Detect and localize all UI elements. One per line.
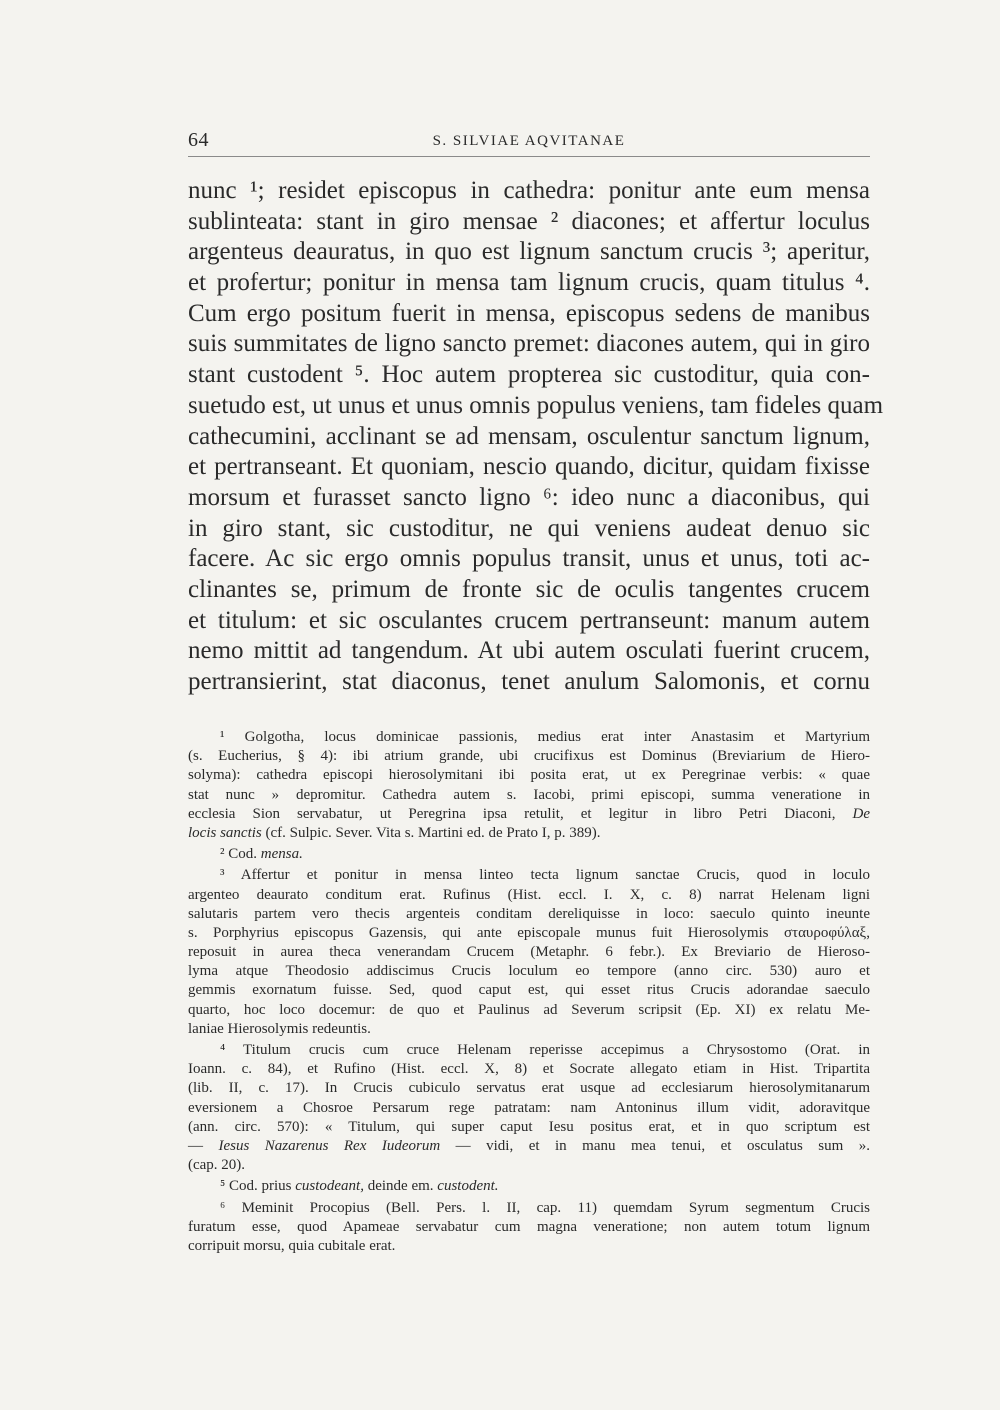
footnote-line: (cap. 20). (188, 1157, 246, 1174)
footnote-fragment: — vidi, et in manu mea tenui, et osculatus sum ». (455, 1137, 870, 1154)
text-line: pertransierint, stat diaconus, tenet anulum Salomonis, et cornu (188, 668, 870, 695)
footnote-line: eversionem a Chosroe Persarum rege patratam: nam Antoninus illum vidit, adoravitque (188, 1099, 870, 1116)
footnote-line: ¹ Golgotha, locus dominicae passionis, medius erat inter Anastasim et Martyrium (220, 729, 870, 745)
text-line: in giro stant, sic custoditur, ne qui veniens audeat denuo sic (188, 514, 870, 542)
footnotes (188, 728, 870, 1256)
header-rule (188, 156, 870, 157)
text-line: sublinteata: stant in giro mensae ² diacones; et affertur loculus (188, 207, 870, 235)
footnote-fragment: ecclesia Sion servabatur, ut Peregrina ipsa retulit, et legitur in libro Petri Diaconi, (188, 805, 836, 822)
footnote-italic: Iesus Nazarenus Rex Iudeorum (218, 1137, 441, 1154)
footnote-line: corripuit morsu, quia cubitale erat. (188, 1237, 396, 1254)
footnote-line: Ioann. c. 84), et Rufino (Hist. eccl. X, 8) et Socrate allegato etiam in Hist. Tripartita (188, 1061, 870, 1078)
text-line: suetudo est, ut unus et unus omnis populus veniens, tam fideles quam (188, 391, 884, 419)
footnote-line: stat nunc » depromitur. Cathedra autem s. Iacobi, primi episcopi, summa veneratione in (188, 786, 870, 803)
footnote-line (188, 805, 870, 824)
footnote-line: lyma atque Theodosio addiscimus Crucis loculum eo tempore (anno circ. 530) auro et (188, 963, 870, 980)
main-text (188, 176, 884, 698)
footnote-line: (lib. II, c. 17). In Crucis cubiculo servatus erat usque ad ecclesiarum hierosolymitanarum (188, 1080, 870, 1097)
footnote-line: s. Porphyrius episcopus Gazensis, qui ante episcopale munus fuit Hierosolymis σταυροφύλαξ, (188, 924, 870, 941)
footnote-line (188, 1137, 870, 1156)
text-line: cathecumini, acclinant se ad mensam, osculentur sanctum lignum, (188, 422, 870, 450)
text-line: et pertranseant. Et quoniam, nescio quando, dicitur, quidam fixisse (188, 453, 870, 481)
text-line: nemo mittit ad tangendum. At ubi autem osculati fuerint crucem, (188, 637, 870, 665)
footnote-line: salutaris partem vero thecis argenteis conditam dereliquisse in loco: saeculo quinto ineunte (188, 905, 870, 922)
footnote-line (188, 824, 870, 843)
page-header (188, 128, 870, 152)
footnote-line: ⁶ Meminit Procopius (Bell. Pers. l. II, cap. 11) quemdam Syrum segmentum Crucis (220, 1199, 870, 1216)
footnote-fragment: ² Cod. (220, 846, 258, 863)
text-line: facere. Ac sic ergo omnis populus transit, unus et unus, toti ac- (188, 545, 870, 573)
footnote-fragment: — (188, 1137, 203, 1154)
footnote-line: quarto, hoc loco docemur: de quo et Paulinus ad Severum scripsit (Ep. XI) ex relatu Me- (188, 1001, 870, 1018)
text-line: nunc ¹; residet episcopus in cathedra: ponitur ante eum mensa (188, 177, 870, 204)
text-line: stant custodent ⁵. Hoc autem propterea sic custoditur, quia con- (188, 361, 870, 389)
text-line: clinantes se, primum de fronte sic de oculis tangentes crucem (188, 575, 870, 603)
footnote-line: laniae Hierosolymis redeuntis. (188, 1020, 371, 1037)
footnote-line: solyma): cathedra episcopi hierosolymitani ibi posita erat, ut ex Peregrinae verbis: « quae (188, 767, 870, 784)
footnote-fragment: ⁵ Cod. prius (220, 1178, 292, 1195)
footnote-line (188, 845, 870, 864)
footnote-line (188, 1177, 870, 1196)
text-line: et profertur; ponitur in mensa tam lignum crucis, quam titulus ⁴. (188, 269, 870, 297)
footnote-fragment: deinde em. (367, 1178, 434, 1195)
text-line: suis summitates de ligno sancto premet: diacones autem, qui in giro (188, 330, 870, 358)
footnote-italic: locis sanctis (188, 824, 262, 841)
footnote-line: ³ Affertur et ponitur in mensa linteo tecta lignum sanctae Crucis, quod in loculo (220, 867, 870, 884)
text-line: et titulum: et sic osculantes crucem pertranseunt: manum autem (188, 606, 870, 634)
footnote-fragment: (cf. Sulpic. Sever. Vita s. Martini ed. de Prato I, p. 389). (265, 824, 601, 841)
footnote-line: (ann. circ. 570): « Titulum, qui super caput Iesu positus erat, et in quo scriptum est (188, 1118, 870, 1135)
text-line: argenteus deauratus, in quo est lignum sanctum crucis ³; aperitur, (188, 238, 870, 266)
footnote-italic: custodeant, (295, 1178, 364, 1195)
page-number: 64 (188, 129, 209, 151)
footnote-line: (s. Eucherius, § 4): ibi atrium grande, ubi crucifixus est Dominus (Breviarium de Hiero- (188, 748, 870, 765)
footnote-line: furatum esse, quod Apameae servabatur cum magna veneratione; non autem totum lignum (188, 1218, 870, 1235)
footnote-italic: De (852, 805, 870, 822)
footnote-italic: mensa. (260, 846, 303, 863)
footnote-line: argenteo deaurato conditum erat. Rufinus (Hist. eccl. I. X, c. 8) narrat Helenam ligni (188, 886, 870, 903)
running-head: S. SILVIAE AQVITANAE (432, 133, 626, 149)
text-line: morsum et furasset sancto ligno ⁶: ideo nunc a diaconibus, qui (188, 483, 870, 511)
footnote-line: ⁴ Titulum crucis cum cruce Helenam reperisse accepimus a Chrysostomo (Orat. in (220, 1042, 870, 1058)
text-line: Cum ergo positum fuerit in mensa, episcopus sedens de manibus (188, 299, 870, 327)
footnote-italic: custodent. (437, 1178, 499, 1195)
footnote-line: gemmis exornatum fuisse. Sed, quod caput est, qui esset ritus Crucis adorandae saeculo (188, 982, 870, 999)
footnote-line: reposuit in aurea theca venerandam Crucem (Metaphr. 6 febr.). Ex Breviario de Hieroso- (188, 944, 870, 961)
